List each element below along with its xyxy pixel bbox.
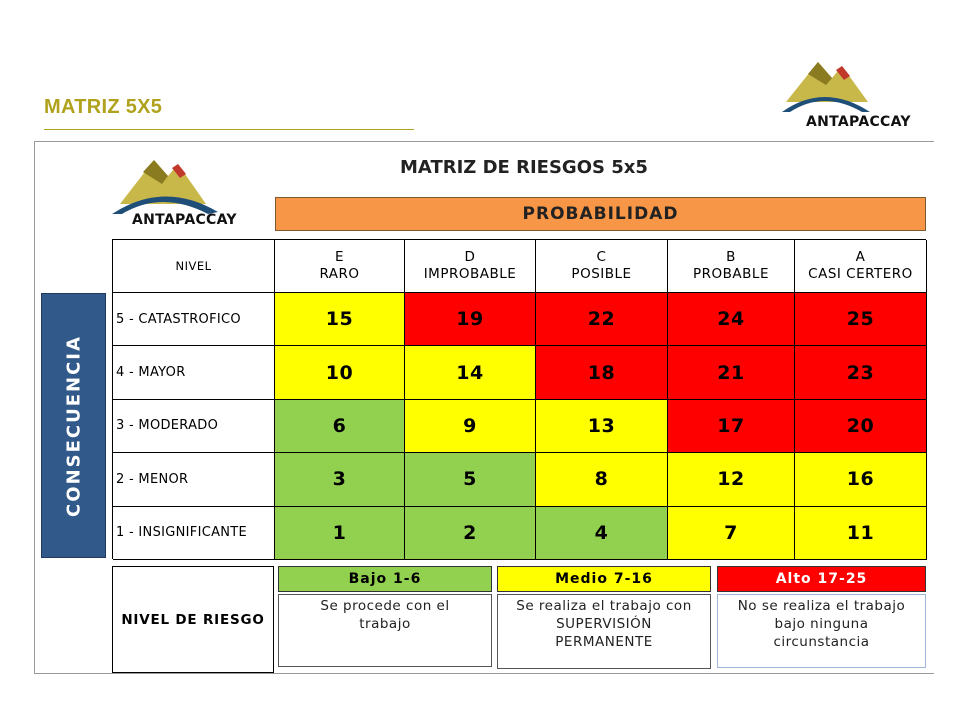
column-header-c — [536, 240, 668, 293]
legend-bajo-description — [278, 594, 492, 667]
consequence-label: CONSECUENCIA — [63, 334, 84, 517]
row-label: 3 - MODERADO — [113, 400, 275, 453]
row-label: 5 - CATASTROFICO — [113, 293, 275, 346]
risk-cell: 9 — [405, 400, 536, 453]
consequence-header — [41, 293, 106, 558]
matrix-title: MATRIZ DE RIESGOS 5x5 — [400, 157, 648, 178]
risk-cell: 1 — [275, 507, 405, 560]
risk-cell: 7 — [668, 507, 795, 560]
column-label: CASI CERTERO — [808, 266, 913, 282]
risk-cell: 6 — [275, 400, 405, 453]
description-line: circunstancia — [773, 634, 870, 650]
legend-alto-description — [717, 594, 926, 668]
risk-cell: 18 — [536, 346, 668, 399]
description-line: bajo ninguna — [774, 616, 869, 632]
risk-cell: 22 — [536, 293, 668, 346]
risk-matrix-grid — [112, 239, 926, 559]
brand-name-top: ANTAPACCAY — [806, 114, 911, 130]
corner-nivel-label: NIVEL — [113, 240, 275, 293]
risk-cell: 23 — [795, 346, 927, 399]
risk-cell: 16 — [795, 453, 927, 506]
column-code: E — [334, 249, 345, 265]
risk-cell: 10 — [275, 346, 405, 399]
brand-logo-top — [778, 52, 928, 134]
column-code: B — [726, 249, 736, 265]
risk-cell: 14 — [405, 346, 536, 399]
risk-cell: 19 — [405, 293, 536, 346]
legend-alto-header: Alto 17-25 — [717, 566, 926, 592]
row-label: 4 - MAYOR — [113, 346, 275, 399]
legend-medio-description — [497, 594, 711, 669]
legend-medio-header: Medio 7-16 — [497, 566, 711, 592]
row-label: 2 - MENOR — [113, 453, 275, 506]
column-header-a — [795, 240, 927, 293]
slide-title: MATRIZ 5X5 — [44, 96, 163, 118]
risk-level-label: NIVEL DE RIESGO — [112, 566, 274, 673]
risk-cell: 24 — [668, 293, 795, 346]
mountain-logo-icon — [778, 52, 928, 114]
column-code: A — [855, 249, 866, 265]
risk-cell: 17 — [668, 400, 795, 453]
column-header-e — [275, 240, 405, 293]
risk-cell: 3 — [275, 453, 405, 506]
risk-cell: 5 — [405, 453, 536, 506]
column-label: RARO — [319, 266, 360, 282]
description-line: PERMANENTE — [555, 634, 653, 650]
risk-cell: 11 — [795, 507, 927, 560]
column-label: POSIBLE — [571, 266, 632, 282]
column-code: D — [464, 249, 476, 265]
description-line: Se realiza el trabajo con — [516, 598, 692, 614]
brand-logo-matrix — [110, 152, 250, 232]
description-line: trabajo — [359, 616, 411, 632]
row-label: 1 - INSIGNIFICANTE — [113, 507, 275, 560]
probability-header — [275, 197, 926, 231]
column-header-b — [668, 240, 795, 293]
probability-label: PROBABILIDAD — [522, 204, 679, 224]
risk-cell: 15 — [275, 293, 405, 346]
mountain-logo-icon — [110, 152, 250, 214]
description-line: No se realiza el trabajo — [737, 598, 906, 614]
legend-bajo-header: Bajo 1-6 — [278, 566, 492, 592]
column-header-d — [405, 240, 536, 293]
risk-cell: 12 — [668, 453, 795, 506]
title-underline — [44, 129, 414, 130]
brand-name-matrix: ANTAPACCAY — [132, 212, 237, 228]
risk-cell: 2 — [405, 507, 536, 560]
risk-cell: 13 — [536, 400, 668, 453]
column-code: C — [596, 249, 607, 265]
column-label: PROBABLE — [693, 266, 769, 282]
description-line: Se procede con el — [320, 598, 450, 614]
column-label: IMPROBABLE — [423, 266, 517, 282]
risk-cell: 8 — [536, 453, 668, 506]
risk-cell: 4 — [536, 507, 668, 560]
risk-cell: 21 — [668, 346, 795, 399]
risk-cell: 20 — [795, 400, 927, 453]
description-line: SUPERVISIÓN — [556, 616, 652, 632]
risk-cell: 25 — [795, 293, 927, 346]
